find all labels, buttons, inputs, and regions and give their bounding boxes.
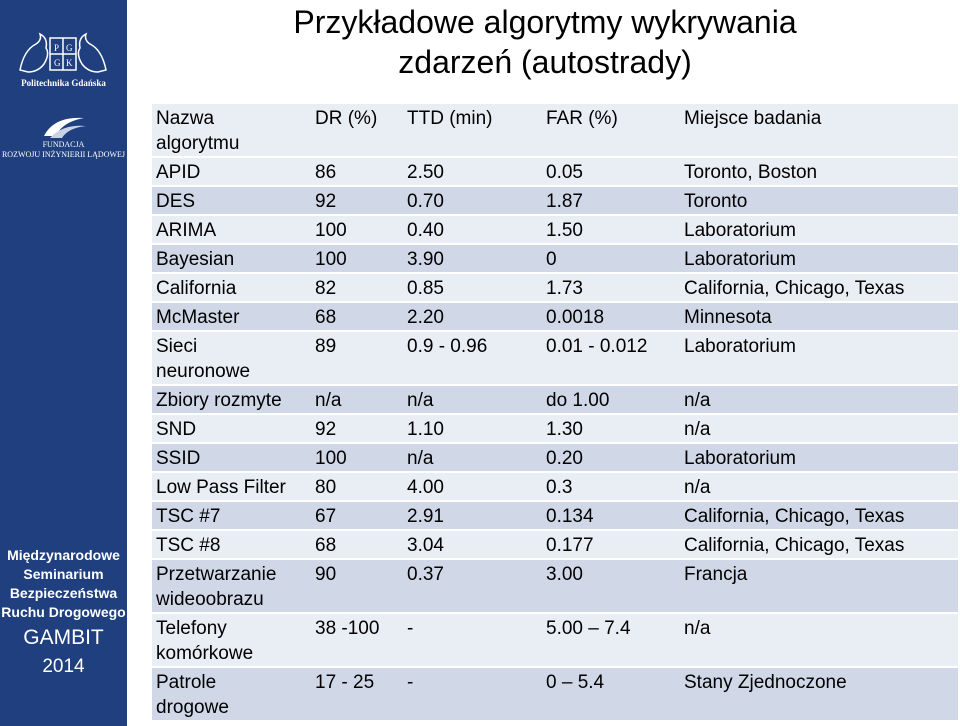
cell-name: [152, 414, 311, 443]
table-row: [152, 501, 958, 530]
cell-dr: 86: [311, 157, 403, 186]
svg-text:P: P: [54, 43, 60, 53]
table-row: [152, 186, 958, 215]
cell-dr: 82: [311, 273, 403, 302]
cell-name-line2: neuronowe: [156, 361, 251, 382]
table-row: [152, 414, 958, 443]
cell-ttd: 2.50: [403, 157, 542, 186]
cell-far: 1.30: [542, 414, 680, 443]
cell-place: Laboratorium: [680, 244, 958, 273]
cell-name-line1: SSID: [156, 448, 201, 469]
cell-name-line1: Zbiory rozmyte: [156, 390, 282, 411]
cell-name: [152, 667, 311, 720]
seminar-name: [0, 546, 127, 622]
foundation-line2: ROZWOJU INŻYNIERII LĄDOWEJ: [1, 150, 126, 159]
svg-text:G: G: [54, 58, 61, 68]
cell-place: Francja: [680, 559, 958, 613]
cell-ttd: 0.85: [403, 273, 542, 302]
cell-far: 0 – 5.4: [542, 667, 680, 720]
cell-far: do 1.00: [542, 385, 680, 414]
svg-text:K: K: [66, 58, 73, 68]
cell-far: 0.134: [542, 501, 680, 530]
event-name: GAMBIT: [23, 626, 104, 649]
table-row: [152, 613, 958, 667]
cell-dr: 80: [311, 472, 403, 501]
cell-far: 1.87: [542, 186, 680, 215]
cell-name-line1: TSC #8: [156, 535, 221, 556]
header-place: Miejsce badania: [680, 104, 958, 157]
seminar-line2: Seminarium: [23, 566, 104, 582]
cell-far: 0.20: [542, 443, 680, 472]
cell-ttd: 2.20: [403, 302, 542, 331]
table-row: [152, 559, 958, 613]
cell-far: 0.05: [542, 157, 680, 186]
slide-title: [140, 2, 950, 82]
cell-dr: 17 - 25: [311, 667, 403, 720]
cell-name: [152, 331, 311, 385]
cell-name-line1: California: [156, 278, 237, 299]
cell-name-line1: SND: [156, 419, 197, 440]
cell-dr: 92: [311, 414, 403, 443]
cell-place: California, Chicago, Texas: [680, 530, 958, 559]
cell-name-line1: DES: [156, 191, 196, 212]
cell-ttd: 0.9 - 0.96: [403, 331, 542, 385]
table-row: [152, 302, 958, 331]
cell-dr: 68: [311, 530, 403, 559]
cell-ttd: 0.40: [403, 215, 542, 244]
header-far: FAR (%): [542, 104, 680, 157]
cell-ttd: 3.90: [403, 244, 542, 273]
table-row: [152, 157, 958, 186]
cell-dr: n/a: [311, 385, 403, 414]
cell-dr: 100: [311, 443, 403, 472]
cell-name-line2: drogowe: [156, 697, 229, 718]
cell-name-line1: ARIMA: [156, 220, 217, 241]
seminar-line4: Ruchu Drogowego: [1, 604, 126, 620]
cell-place: n/a: [680, 414, 958, 443]
cell-ttd: n/a: [403, 385, 542, 414]
cell-far: 0: [542, 244, 680, 273]
svg-text:G: G: [66, 43, 73, 53]
cell-place: Toronto, Boston: [680, 157, 958, 186]
cell-name-line2: wideoobrazu: [156, 589, 264, 610]
title-line1: Przykładowe algorytmy wykrywania: [293, 4, 797, 40]
cell-name-line1: TSC #7: [156, 506, 221, 527]
cell-far: 3.00: [542, 559, 680, 613]
cell-place: California, Chicago, Texas: [680, 501, 958, 530]
cell-place: n/a: [680, 613, 958, 667]
cell-name-line1: Bayesian: [156, 249, 235, 270]
cell-dr: 68: [311, 302, 403, 331]
cell-ttd: 0.70: [403, 186, 542, 215]
cell-name: [152, 186, 311, 215]
cell-ttd: 0.37: [403, 559, 542, 613]
table-row: [152, 215, 958, 244]
cell-name: [152, 559, 311, 613]
cell-dr: 38 -100: [311, 613, 403, 667]
cell-place: Minnesota: [680, 302, 958, 331]
table-row: [152, 273, 958, 302]
event-year: 2014: [42, 656, 85, 677]
algorithms-table: [152, 104, 958, 720]
cell-ttd: 4.00: [403, 472, 542, 501]
cell-name: [152, 273, 311, 302]
cell-far: 1.50: [542, 215, 680, 244]
table-row: [152, 331, 958, 385]
table-row: [152, 244, 958, 273]
header-name-line2: algorytmu: [156, 133, 240, 154]
cell-name-line1: McMaster: [156, 307, 240, 328]
cell-ttd: n/a: [403, 443, 542, 472]
table-row: [152, 667, 958, 720]
cell-place: Stany Zjednoczone: [680, 667, 958, 720]
header-name: [152, 104, 311, 157]
cell-name: [152, 443, 311, 472]
cell-name: [152, 385, 311, 414]
cell-name: [152, 472, 311, 501]
header-dr: DR (%): [311, 104, 403, 157]
cell-name-line1: Patrole: [156, 672, 217, 693]
cell-place: Laboratorium: [680, 215, 958, 244]
cell-name: [152, 613, 311, 667]
cell-far: 0.177: [542, 530, 680, 559]
cell-name-line1: Sieci: [156, 336, 198, 357]
cell-far: 1.73: [542, 273, 680, 302]
university-crest-icon: [14, 30, 112, 82]
cell-far: 0.0018: [542, 302, 680, 331]
table-row: [152, 472, 958, 501]
cell-name-line1: APID: [156, 162, 201, 183]
cell-place: California, Chicago, Texas: [680, 273, 958, 302]
cell-place: Toronto: [680, 186, 958, 215]
cell-ttd: 1.10: [403, 414, 542, 443]
table-row: [152, 443, 958, 472]
cell-place: n/a: [680, 385, 958, 414]
seminar-line3: Bezpieczeństwa: [9, 585, 118, 601]
cell-dr: 92: [311, 186, 403, 215]
cell-far: 0.3: [542, 472, 680, 501]
cell-dr: 89: [311, 331, 403, 385]
cell-dr: 100: [311, 215, 403, 244]
cell-name: [152, 501, 311, 530]
table-header-row: [152, 104, 958, 157]
cell-name-line1: Telefony: [156, 618, 227, 639]
cell-name-line1: Przetwarzanie: [156, 564, 277, 585]
cell-name: [152, 215, 311, 244]
header-name-line1: Nazwa: [156, 108, 215, 129]
cell-far: 5.00 – 7.4: [542, 613, 680, 667]
sidebar: [0, 0, 127, 726]
cell-place: n/a: [680, 472, 958, 501]
cell-name: [152, 244, 311, 273]
header-ttd: TTD (min): [403, 104, 542, 157]
cell-ttd: -: [403, 613, 542, 667]
title-line2: zdarzeń (autostrady): [398, 44, 692, 80]
foundation-name: [0, 140, 127, 160]
university-name: Politechnika Gdańska: [21, 78, 106, 88]
cell-place: Laboratorium: [680, 443, 958, 472]
cell-place: Laboratorium: [680, 331, 958, 385]
foundation-line1: FUNDACJA: [42, 140, 85, 149]
cell-dr: 67: [311, 501, 403, 530]
table-row: [152, 530, 958, 559]
cell-name-line1: Low Pass Filter: [156, 477, 286, 498]
cell-ttd: 3.04: [403, 530, 542, 559]
seminar-line1: Międzynarodowe: [7, 547, 120, 563]
cell-dr: 100: [311, 244, 403, 273]
cell-far: 0.01 - 0.012: [542, 331, 680, 385]
cell-dr: 90: [311, 559, 403, 613]
cell-ttd: -: [403, 667, 542, 720]
cell-name: [152, 302, 311, 331]
table-row: [152, 385, 958, 414]
foundation-logo-icon: [40, 112, 88, 140]
cell-name: [152, 530, 311, 559]
cell-name-line2: komórkowe: [156, 643, 254, 664]
cell-name: [152, 157, 311, 186]
cell-ttd: 2.91: [403, 501, 542, 530]
